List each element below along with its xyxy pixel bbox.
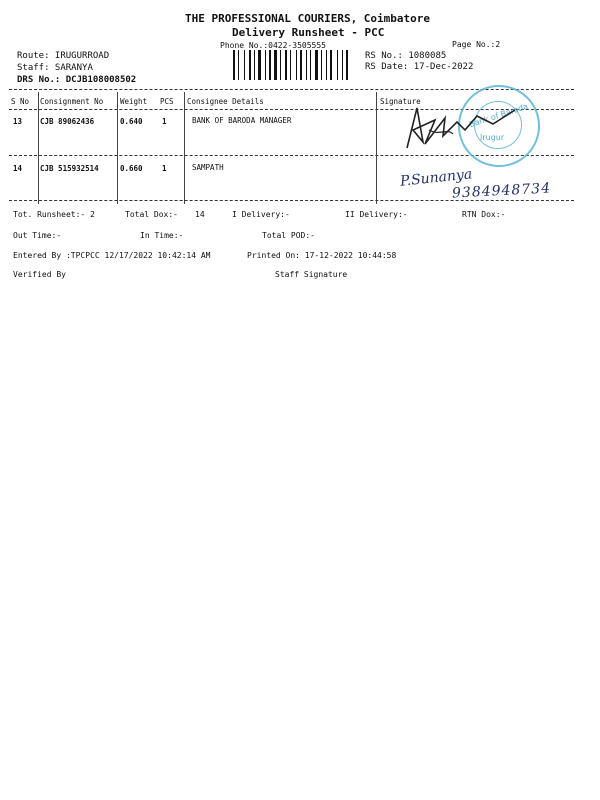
row-13-weight: 0.640 (120, 117, 143, 126)
column-header-consignment: Consignment No (40, 97, 104, 106)
entered-by: Entered By :TPCPCC 12/17/2022 10:42:14 AM (13, 251, 211, 260)
ii-delivery: II Delivery:- (345, 210, 408, 219)
staff-signature: Staff Signature (275, 270, 348, 279)
row-14-consignee: SAMPATH (192, 163, 224, 172)
rs-date: RS Date: 17-Dec-2022 (365, 62, 474, 72)
stamp-text-bottom: Irugur (480, 133, 505, 142)
column-divider (376, 92, 377, 204)
barcode-bar (285, 50, 287, 80)
signature-scribble (395, 100, 535, 155)
column-header-pcs: PCS (160, 97, 174, 106)
table-bottom-rule (9, 200, 574, 201)
barcode-bar (280, 50, 281, 80)
barcode-bar (296, 50, 297, 80)
column-divider (38, 92, 39, 204)
row-13-consignee: BANK OF BARODA MANAGER (192, 116, 292, 125)
total-dox-value: 14 (195, 210, 205, 219)
barcode-bar (238, 50, 239, 80)
handwritten-phone: 9384948734 (451, 180, 552, 202)
row-14-sno: 14 (13, 164, 23, 173)
document-title: Delivery Runsheet - PCC (232, 26, 385, 39)
barcode-bar (249, 50, 251, 80)
drs-number: DRS No.: DCJB108008502 (17, 75, 137, 85)
rs-number: RS No.: 1080085 (365, 51, 447, 61)
staff: Staff: SARANYA (17, 63, 93, 73)
barcode-bar (310, 50, 311, 80)
barcode-bar (306, 50, 307, 80)
column-header-sno: S No (11, 97, 30, 106)
row-13-consignment: CJB 89062436 (40, 117, 95, 126)
barcode-bar (346, 50, 348, 80)
column-header-consignee: Consignee Details (187, 97, 264, 106)
barcode-bar (254, 50, 255, 80)
stamp-text-top: Bank of Baroda (468, 101, 530, 130)
column-divider (184, 92, 185, 204)
barcode-bar (233, 50, 235, 80)
in-time: In Time:- (140, 231, 184, 240)
total-dox-label: Total Dox:- (125, 210, 178, 219)
barcode-bar (258, 50, 261, 80)
column-header-signature: Signature (380, 97, 421, 106)
barcode-bar (321, 50, 322, 80)
barcode-bar (326, 50, 327, 80)
barcode-bar (244, 50, 245, 80)
barcode-bar (330, 50, 332, 80)
barcode-bar (290, 50, 291, 80)
phone-number: Phone No.:0422-3505555 (220, 41, 326, 50)
barcode-bar (300, 50, 302, 80)
page-number: Page No.:2 (452, 40, 501, 49)
barcode-bar (337, 50, 338, 80)
barcode-bar (265, 50, 266, 80)
barcode-bar (274, 50, 277, 80)
barcode-bar (342, 50, 343, 80)
column-header-weight: Weight (120, 97, 148, 106)
company-name: THE PROFESSIONAL COURIERS, Coimbatore (185, 12, 431, 25)
row-14-weight: 0.660 (120, 164, 143, 173)
tot-runsheet: Tot. Runsheet:- 2 (13, 210, 95, 219)
barcode-bar (315, 50, 318, 80)
handwritten-name: P.Sunanya (399, 166, 473, 190)
total-pod: Total POD:- (262, 231, 315, 240)
row-13-sno: 13 (13, 117, 23, 126)
barcode-image (233, 50, 355, 80)
i-delivery: I Delivery:- (232, 210, 290, 219)
route: Route: IRUGURROAD (17, 51, 110, 61)
verified-by: Verified By (13, 270, 66, 279)
rtn-dox: RTN Dox:- (462, 210, 506, 219)
out-time: Out Time:- (13, 231, 62, 240)
row-14-pcs: 1 (162, 164, 167, 173)
printed-on: Printed On: 17-12-2022 10:44:58 (247, 251, 397, 260)
column-divider (117, 92, 118, 204)
row-13-pcs: 1 (162, 117, 167, 126)
row-14-consignment: CJB 515932514 (40, 164, 99, 173)
barcode-bar (269, 50, 271, 80)
